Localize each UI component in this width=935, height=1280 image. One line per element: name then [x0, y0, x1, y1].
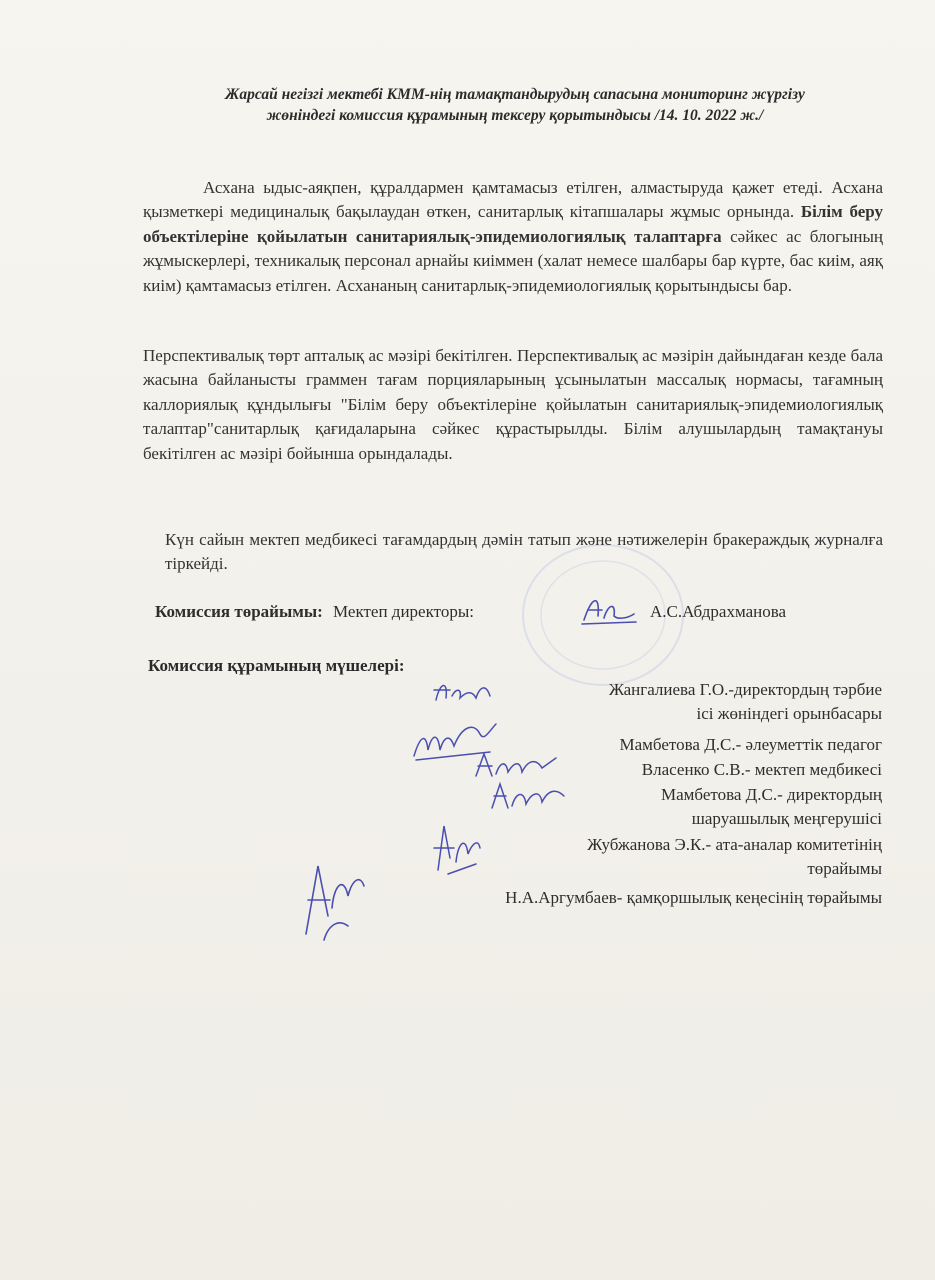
paragraph-1	[143, 176, 883, 298]
member-4-signature	[488, 776, 568, 816]
commission-chair	[155, 602, 787, 622]
member-1-line-2: ісі жөніндегі орынбасары	[696, 704, 882, 724]
document-title	[110, 84, 920, 126]
member-3-line-1: Власенко С.В.- мектеп медбикесі	[641, 760, 882, 779]
member-6	[505, 886, 882, 910]
member-4-line-1: Мамбетова Д.С.- директордың	[660, 785, 882, 804]
paragraph-1-bold: Білім беру объектілеріне қойылатын санитариялық-эпидемиологиялық талаптарға	[143, 202, 884, 246]
title-line-1: Жарсай негізгі мектебі КММ-нің тамақтандырудың сапасына мониторинг жүргізу	[225, 86, 805, 103]
paragraph-1-text: Асхана ыдыс-аяқпен, құралдармен қамтамасыз етілген, алмастыруда қажет етеді. Асхана қызметкері медициналық бақылаудан өткен, санитарлық кітапшалары жұмыс орнында.	[143, 178, 883, 222]
member-5-line-2: төрайымы	[807, 859, 882, 879]
member-1-line-1: Жангалиева Г.О.-директордың тәрбие	[608, 680, 882, 699]
title-line-2: жөніндегі комиссия құрамының тексеру қорытындысы /14. 10. 2022 ж./	[266, 107, 764, 124]
paragraph-3	[143, 528, 883, 577]
paragraph-2	[143, 344, 883, 466]
paragraph-3-text: Күн сайын мектеп медбикесі тағамдардың дәмін татып және нәтижелерін бракераждық журналға тіркейді.	[165, 530, 883, 574]
member-5-line-1: Жубжанова Э.К.- ата-аналар комитетінің	[587, 835, 882, 854]
member-6-line-1: Н.А.Аргумбаев- қамқоршылық кеңесінің төрайымы	[505, 888, 882, 907]
member-3	[642, 758, 882, 782]
chair-name: А.С.Абдрахманова	[650, 602, 787, 621]
member-4	[661, 783, 882, 832]
paragraph-2-text: Перспективалық төрт апталық ас мәзірі бекітілген. Перспективалық ас мәзірін дайындаған кезде бала жасына байланысты граммен тағам порцияларының ұсынылатын массалық нормасы, тағамның каллориялық құндылығы "Білім беру объектілеріне қойылатын санитариялық-эпидемиологиялық талаптар"санитарлық қағидаларына сәйкес құрастырылды. Білім алушылардың тамақтануы бекітілген ас мәзірі бойынша орындалады.	[143, 346, 883, 463]
paragraph-1-text-2: сәйкес ас блогының жұмыскерлері, техникалық персонал арнайы киіммен (халат немесе шалбары бар күрте, бас киім, аяқ киім) қамтамасыз етілген. Асхананың санитарлық-эпидемиологиялық қорытындысы бар.	[143, 226, 883, 295]
member-2	[620, 733, 883, 757]
member-4-line-2: шаруашылық меңгерушісі	[691, 809, 882, 829]
member-5	[587, 833, 882, 882]
members-title: Комиссия құрамының мүшелері:	[148, 656, 405, 675]
member-1-signature	[432, 676, 494, 708]
chair-signature	[578, 590, 638, 630]
member-1	[609, 678, 882, 727]
member-5-signature	[428, 818, 484, 878]
chair-role: Мектеп директоры:	[333, 602, 474, 621]
chair-label: Комиссия төрайымы:	[155, 602, 323, 621]
member-6-signature	[298, 856, 368, 942]
member-2-line-1: Мамбетова Д.С.- әлеуметтік педагог	[619, 735, 882, 754]
